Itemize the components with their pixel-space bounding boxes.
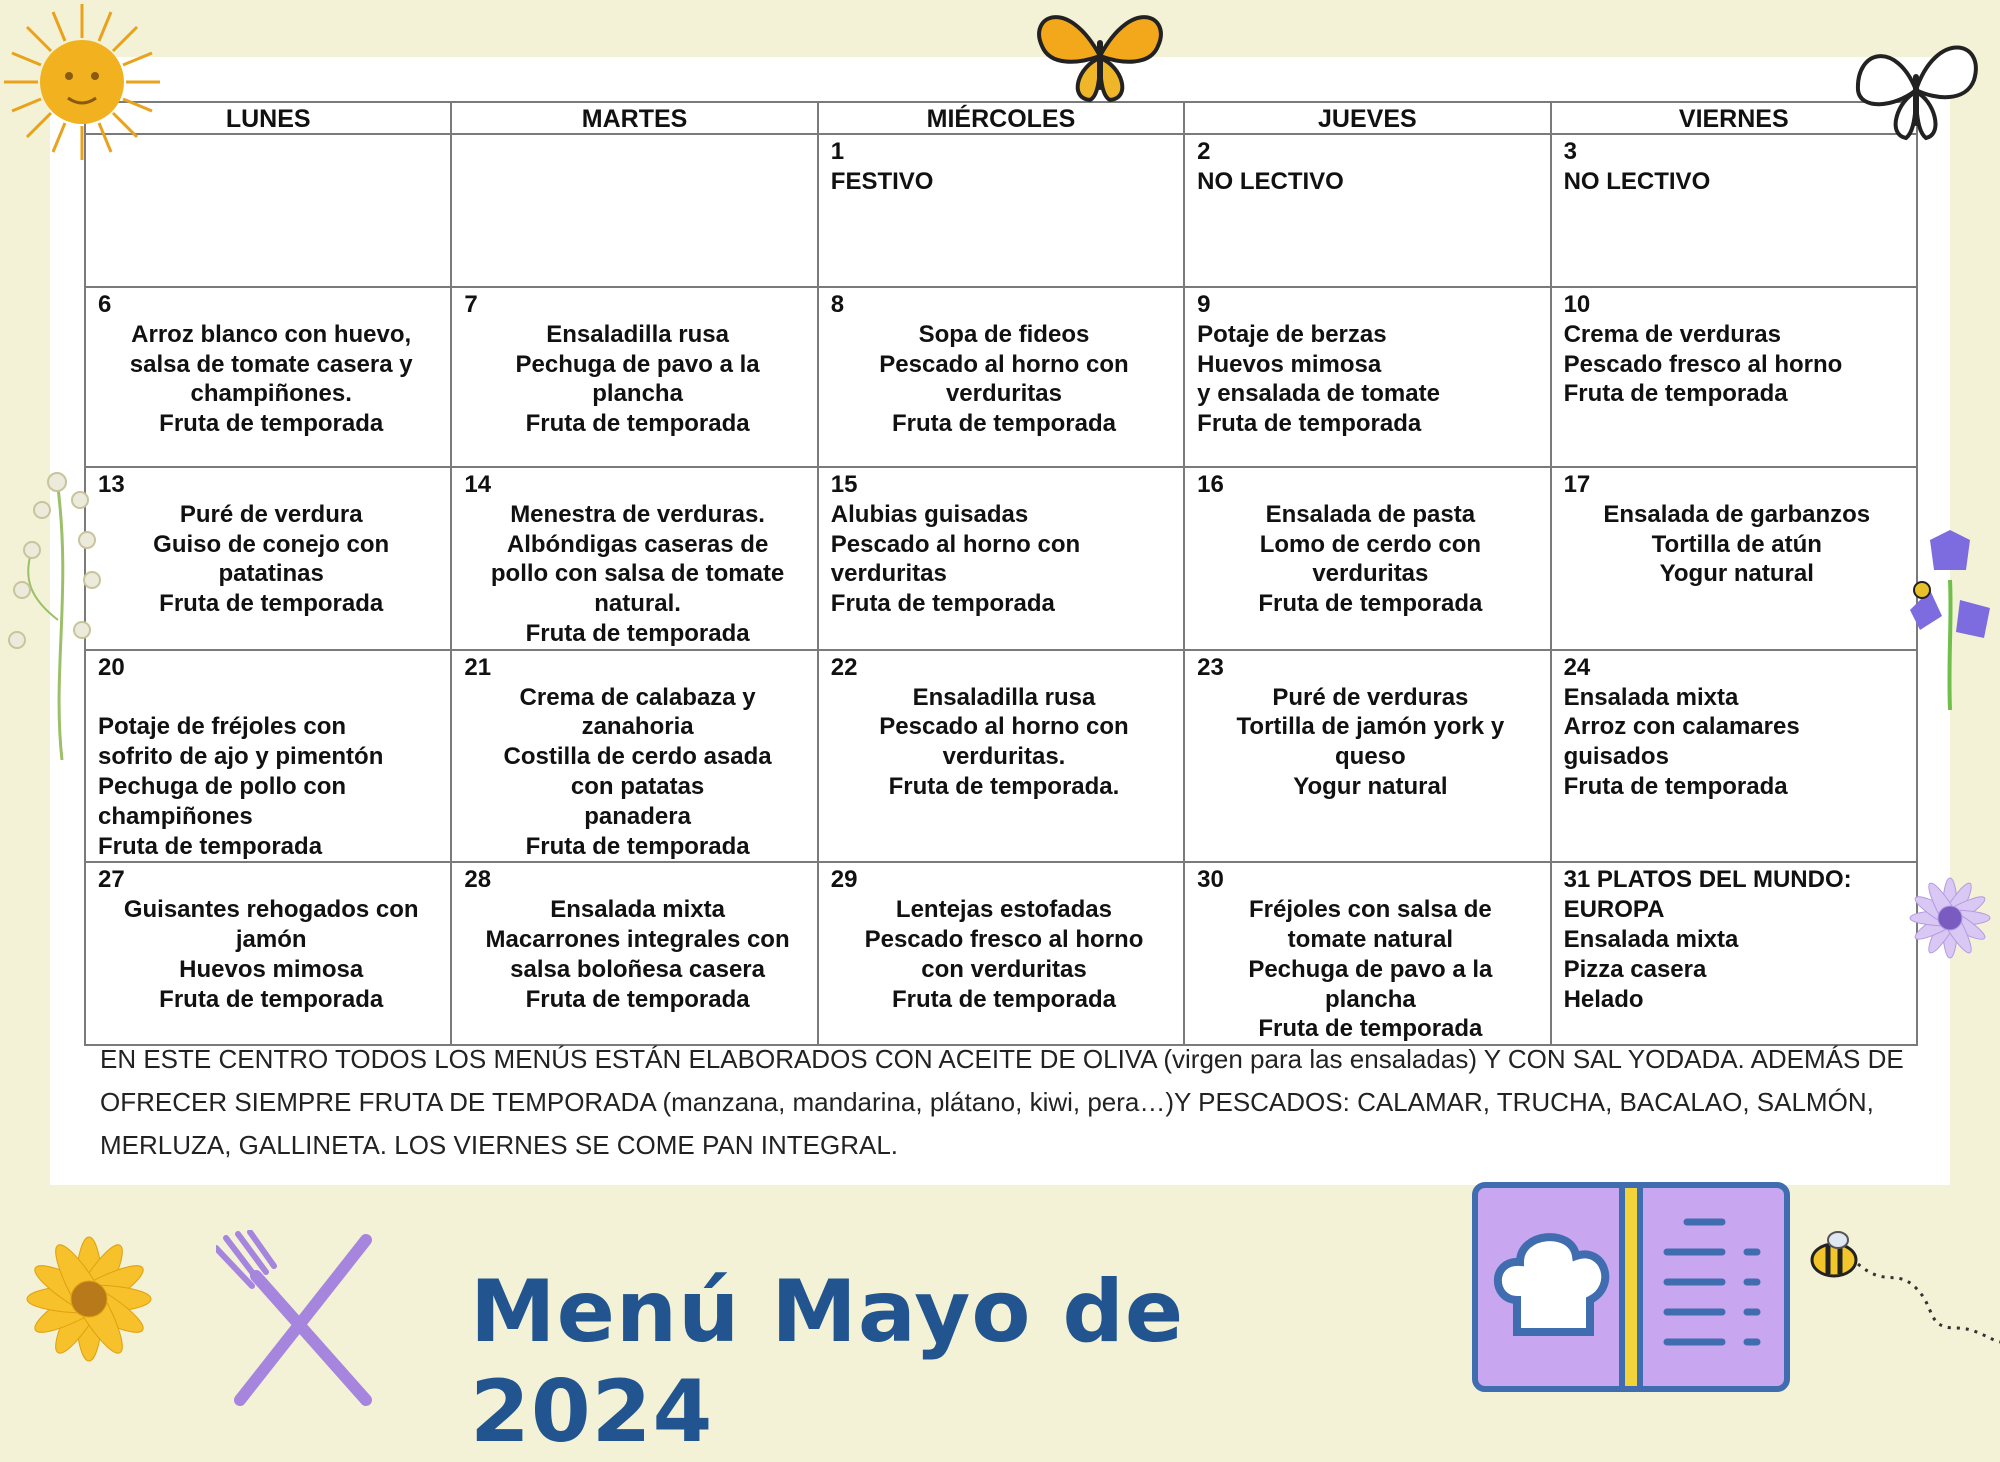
day-number: 28 — [464, 866, 492, 894]
week-row — [85, 862, 1917, 1045]
day-menu: Ensalada de garbanzos Tortilla de atún Yogur natural — [1603, 500, 1871, 588]
header-martes: MARTES — [451, 102, 817, 134]
cutlery-icon — [216, 1230, 388, 1406]
day-cell — [85, 467, 451, 650]
wildflower-left-icon — [2, 470, 112, 770]
day-menu: Alubias guisadas Pescado al horno con verduritas Fruta de temporada — [830, 500, 1081, 618]
day-cell — [451, 650, 817, 863]
day-number: 22 — [830, 653, 858, 681]
day-menu: NO LECTIVO — [1197, 167, 1344, 195]
week-row — [85, 467, 1917, 650]
sun-icon — [2, 2, 162, 162]
daisy-purple-icon — [1900, 868, 2000, 968]
day-cell — [1551, 467, 1917, 650]
day-cell — [1551, 650, 1917, 863]
day-menu: Menestra de verduras. Albóndigas caseras de pollo con salsa de tomate natural. Fruta de temporada — [490, 500, 785, 647]
day-cell — [1551, 287, 1917, 467]
day-number: 7 — [464, 291, 478, 318]
page-title: Menú Mayo de 2024 — [470, 1262, 1185, 1462]
header-viernes: VIERNES — [1551, 102, 1917, 134]
header-miercoles: MIÉRCOLES — [818, 102, 1184, 134]
day-menu: Ensalada de pasta Lomo de cerdo con verduritas Fruta de temporada — [1258, 500, 1483, 618]
day-number: 17 — [1563, 471, 1591, 498]
day-menu: Guisantes rehogados con jamón Huevos mimosa Fruta de temporada — [123, 896, 419, 1013]
day-menu: Ensalada mixta Arroz con calamares guisados Fruta de temporada — [1563, 683, 1800, 800]
day-menu: Ensalada mixta Macarrones integrales con salsa boloñesa casera Fruta de temporada — [485, 896, 790, 1013]
day-number: 6 — [98, 291, 112, 318]
bee-icon — [1806, 1228, 2000, 1348]
day-number: 29 — [830, 866, 858, 894]
day-cell — [818, 467, 1184, 650]
day-menu: Crema de verduras Pescado fresco al horno Fruta de temporada — [1563, 320, 1843, 408]
day-number: 2 — [1197, 138, 1211, 165]
day-number: 20 — [98, 653, 125, 681]
day-number: 10 — [1563, 291, 1591, 318]
menu-calendar-table — [84, 101, 1918, 1046]
day-menu: Arroz blanco con huevo, salsa de tomate casera y champiñones. Fruta de temporada — [129, 320, 413, 438]
day-cell — [818, 862, 1184, 1045]
day-number: 31 PLATOS DEL MUNDO: — [1563, 866, 1852, 894]
day-cell — [451, 467, 817, 650]
day-menu: Sopa de fideos Pescado al horno con verduritas Fruta de temporada — [879, 320, 1129, 438]
weekday-header-row — [85, 102, 1917, 134]
week-row — [85, 134, 1917, 287]
chef-menu-icon — [1472, 1182, 1790, 1392]
day-menu: Lentejas estofadas Pescado fresco al horno con verduritas Fruta de temporada — [864, 896, 1144, 1013]
day-menu: NO LECTIVO — [1563, 167, 1711, 195]
day-number: 23 — [1197, 653, 1224, 681]
day-number: 3 — [1563, 138, 1577, 165]
day-menu: Puré de verdura Guiso de conejo con patatinas Fruta de temporada — [153, 500, 390, 618]
day-cell — [818, 134, 1184, 287]
day-number: 30 — [1197, 866, 1224, 894]
day-number: 9 — [1197, 291, 1211, 318]
day-cell — [1184, 650, 1550, 863]
day-number: 15 — [830, 471, 858, 498]
butterfly-icon — [1028, 6, 1172, 106]
header-jueves: JUEVES — [1184, 102, 1550, 134]
day-cell — [1551, 862, 1917, 1045]
day-cell — [1551, 134, 1917, 287]
day-menu: EUROPA Ensalada mixta Pizza casera Helado — [1563, 896, 1739, 1013]
day-number: 8 — [830, 291, 845, 318]
day-menu: Fréjoles con salsa de tomate natural Pechuga de pavo a la plancha Fruta de temporada — [1248, 896, 1493, 1043]
day-menu: Puré de verduras Tortilla de jamón york y queso Yogur natural — [1236, 683, 1505, 800]
day-number: 14 — [464, 471, 492, 498]
day-cell — [818, 287, 1184, 467]
day-cell — [1184, 134, 1550, 287]
day-cell — [85, 650, 451, 863]
week-row — [85, 650, 1917, 863]
day-number: 27 — [98, 866, 125, 894]
bluebell-icon — [1900, 520, 2000, 710]
day-cell — [451, 862, 817, 1045]
day-cell — [85, 287, 451, 467]
day-cell — [818, 650, 1184, 863]
footer-note: EN ESTE CENTRO TODOS LOS MENÚS ESTÁN ELABORADOS CON ACEITE DE OLIVA (virgen para las ensaladas) Y CON SAL YODADA. ADEMÁS DE OFRECER SIEMPRE FRUTA DE TEMPORADA (manzana, mandarina, plátano, kiwi, pera…)Y PESCADOS: CALAMAR, TRUCHA, BACALAO, SALMÓN, MERLUZA, GALLINETA. LOS VIERNES SE COME PAN INTEGRAL. — [100, 1044, 1904, 1160]
day-number: 24 — [1563, 653, 1591, 681]
day-number: 13 — [98, 471, 125, 498]
yellow-flower-icon — [18, 1228, 160, 1370]
day-cell — [85, 862, 451, 1045]
day-menu: Ensaladilla rusa Pescado al horno con verduritas. Fruta de temporada. — [879, 683, 1129, 800]
day-number: 21 — [464, 653, 492, 681]
day-cell — [451, 134, 817, 287]
header-lunes: LUNES — [85, 102, 451, 134]
day-menu: Ensaladilla rusa Pechuga de pavo a la plancha Fruta de temporada — [515, 320, 760, 438]
day-cell — [451, 287, 817, 467]
day-cell — [1184, 467, 1550, 650]
day-menu: FESTIVO — [830, 167, 934, 195]
butterfly-outline-icon — [1846, 30, 1986, 145]
day-cell — [1184, 862, 1550, 1045]
week-row — [85, 287, 1917, 467]
day-menu: Crema de calabaza y zanahoria Costilla de cerdo asada con patatas panadera Fruta de temporada — [503, 683, 772, 860]
day-number: 16 — [1197, 471, 1224, 498]
day-cell — [1184, 287, 1550, 467]
day-menu: Potaje de berzas Huevos mimosa y ensalada de tomate Fruta de temporada — [1197, 320, 1440, 438]
day-menu: Potaje de fréjoles con sofrito de ajo y pimentón Pechuga de pollo con champiñones Fruta de temporada — [98, 713, 384, 860]
day-number: 1 — [830, 138, 845, 165]
